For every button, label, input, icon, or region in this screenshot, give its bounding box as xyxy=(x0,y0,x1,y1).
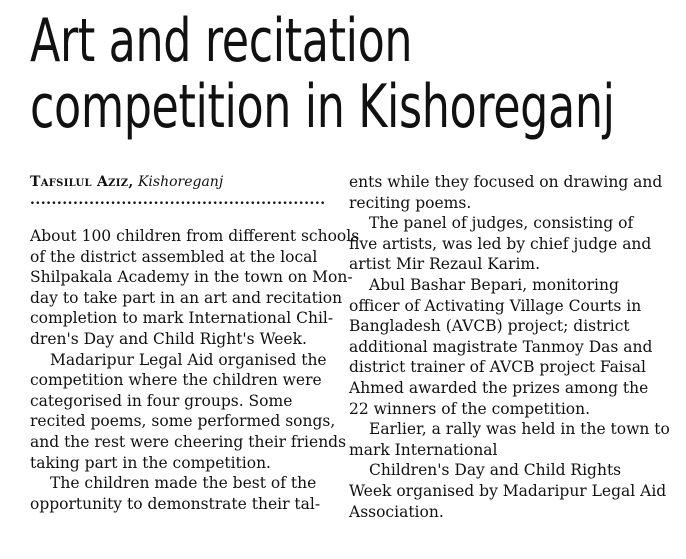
byline-separator: ....................................................... xyxy=(30,192,326,208)
body-line: Madaripur Legal Aid organised the xyxy=(50,350,327,369)
headline-line: Art and recitation xyxy=(30,6,413,76)
body-line: taking part in the competition. xyxy=(30,453,271,472)
body-line: ents while they focused on drawing and xyxy=(349,173,663,191)
body-line: categorised in four groups. Some xyxy=(30,391,293,410)
body-line: of the district assembled at the local xyxy=(30,247,318,266)
body-line: Association. xyxy=(349,502,444,521)
body-line: artist Mir Rezaul Karim. xyxy=(349,255,541,274)
body-line: day to take part in an art and recitation xyxy=(30,288,343,307)
body-line: About 100 children from different schools xyxy=(30,227,360,245)
body-line: Week organised by Madaripur Legal Aid xyxy=(349,481,667,500)
body-line: mark International xyxy=(349,440,498,459)
body-line: dren's Day and Child Right's Week. xyxy=(30,329,307,348)
body-line: Children's Day and Child Rights xyxy=(369,461,622,480)
body-line: officer of Activating Village Courts in xyxy=(349,296,642,315)
headline-line: competition in Kishoreganj xyxy=(30,72,615,142)
body-line: The panel of judges, consisting of xyxy=(369,214,634,233)
body-line: Earlier, a rally was held in the town to xyxy=(369,420,670,439)
body-line: Abul Bashar Bepari, monitoring xyxy=(369,275,619,294)
byline xyxy=(30,172,326,192)
body-line: opportunity to demonstrate their tal- xyxy=(30,494,321,513)
body-line: additional magistrate Tanmoy Das and xyxy=(349,337,653,356)
body-line: Ahmed awarded the prizes among the xyxy=(349,378,649,397)
body-line: Shilpakala Academy in the town on Mon- xyxy=(30,268,353,287)
body-line: five artists, was led by chief judge and xyxy=(349,234,652,253)
headline xyxy=(30,6,615,142)
body-line: completion to mark International Chil- xyxy=(30,309,334,328)
body-line: district trainer of AVCB project Faisal xyxy=(349,358,646,377)
body-line: Bangladesh (AVCB) project; district xyxy=(349,317,630,336)
body-line: reciting poems. xyxy=(349,193,472,212)
body-line: competition where the children were xyxy=(30,371,322,390)
article-column-left xyxy=(30,172,360,514)
body-line: recited poems, some performed songs, xyxy=(30,412,336,431)
body-line: and the rest were cheering their friends xyxy=(30,432,347,451)
body-line: 22 winners of the competition. xyxy=(349,399,591,418)
article-column-right xyxy=(349,172,670,522)
byline-place: Kishoreganj xyxy=(137,174,224,190)
byline-author: Tafsilul Aziz, xyxy=(30,174,134,190)
body-line: The children made the best of the xyxy=(50,474,317,493)
